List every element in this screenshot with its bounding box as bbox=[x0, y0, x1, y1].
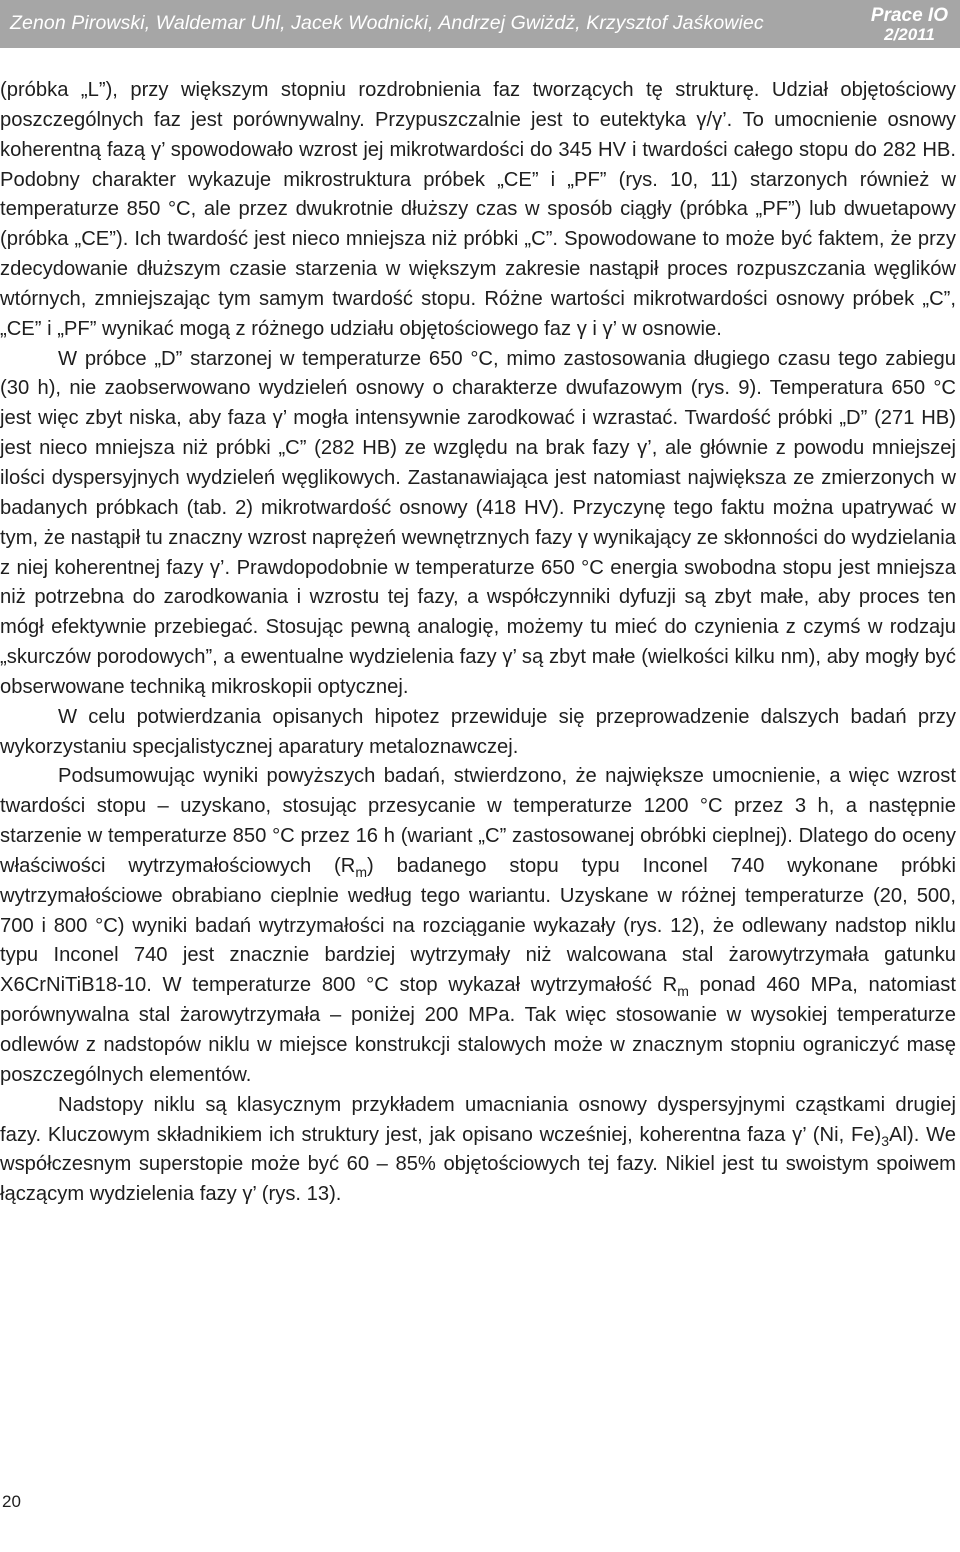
paragraph-1: (próbka „L”), przy większym stopniu rozdrobnienia faz tworzących tę strukturę. Udział objętościowy poszczególnych faz jest porównywalny. Przypuszczalnie jest to eutektyka γ/γ’. To umocnienie osnowy koherentną fazą γ’ spowodowało wzrost jej mikrotwardości do 345 HV i twardości całego stopu do 282 HB. Podobny charakter wykazuje mikrostruktura próbek „CE” i „PF” (rys. 10, 11) starzonych również w temperaturze 850 °C, ale przez dwukrotnie dłuższy czas w sposób ciągły (próbka „PF”) lub dwuetapowy (próbka „CE”). Ich twardość jest nieco mniejsza niż próbki „C”. Spowodowane to może być faktem, że przy zdecydowanie dłuższym czasie starzenia w większym zakresie nastąpił proces rozpuszczania węglików wtórnych, zmniejszając tym samym twardość stopu. Różne wartości mikrotwardości osnowy próbek „C”, „CE” i „PF” wynikać mogą z różnego udziału objętościowego faz γ i γ’ w osnowie. bbox=[0, 79, 956, 340]
paragraph-4 bbox=[0, 762, 956, 1090]
paragraph-2: W próbce „D” starzonej w temperaturze 650 °C, mimo zastosowania długiego czasu tego zabiegu (30 h), nie zaobserwowano wydzieleń osnowy o charakterze dwufazowym (rys. 9). Temperatura 650 °C jest więc zbyt niska, aby faza γ’ mogła intensywnie zarodkować i wzrastać. Twardość próbki „D” (271 HB) jest nieco mniejsza niż próbki „C” (282 HB) ze względu na brak fazy γ’, ale głównie z powodu mniejszej ilości dyspersyjnych wydzieleń węglikowych. Zastanawiająca jest natomiast największa ze zmierzonych w badanych próbkach (tab. 2) mikrotwardość osnowy (418 HV). Przyczynę tego faktu można upatrywać w tym, że nastąpił tu znaczny wzrost naprężeń wewnętrznych fazy γ wynikający ze skłonności do wydzielania z niej koherentnej fazy γ’. Prawdopodobnie w temperaturze 650 °C energia swobodna stopu jest mniejsza niż potrzebna do zarodkowania i wzrostu tej fazy, a współczynniki dyfuzji są zbyt małe, aby proces ten mógł efektywnie przebiegać. Stosując pewną analogię, możemy tu mieć do czynienia z czymś w rodzaju „skurczów porodowych”, a ewentualne wydzielenia fazy γ’ są zbyt małe (wielkości kilku nm), aby mogły być obserwowane techniką mikroskopii optycznej. bbox=[0, 347, 956, 698]
paragraph-3: W celu potwierdzania opisanych hipotez przewiduje się przeprowadzenie dalszych badań przy wykorzystaniu specjalistycznej aparatury metaloznawczej. bbox=[0, 705, 956, 758]
subscript-3: 3 bbox=[881, 1132, 890, 1149]
journal-issue: 2/2011 bbox=[884, 25, 935, 44]
subscript-m-2: m bbox=[677, 983, 689, 1000]
journal-name: Prace IO bbox=[870, 5, 948, 26]
paragraph-4-part-c: ponad 460 MPa, natomiast porównywalna stal żarowytrzymała – poniżej 200 MPa. Tak więc stosowanie w wysokiej temperaturze odlewów z nadstopów niklu w miejsce konstrukcji stalowych może w znacznym stopniu ograniczyć masę poszczególnych elementów. bbox=[0, 974, 956, 1086]
paragraph-5-part-b: Al). We współczesnym superstopie może być 60 – 85% objętościowych tej fazy. Nikiel jest tu swoistym spoiwem łączącym wydzielenia fazy γ’ (rys. 13). bbox=[0, 1123, 956, 1206]
subscript-m-1: m bbox=[355, 863, 368, 880]
article-body bbox=[0, 76, 956, 1210]
paragraph-4-part-a: Podsumowując wyniki powyższych badań, stwierdzono, że największe umocnienie, a więc wzrost twardości stopu – uzyskano, stosując przesycanie w temperaturze 1200 °C przez 3 h, a następnie starzenie w temperaturze 850 °C przez 16 h (wariant „C” zastosowanej obróbki cieplnej). Dlatego do oceny właściwości wytrzymałościowych (R bbox=[0, 765, 956, 877]
page-header bbox=[0, 0, 960, 48]
paragraph-5-part-a: Nadstopy niklu są klasycznym przykładem umacniania osnowy dyspersyjnymi cząstkami drugiej fazy. Kluczowym składnikiem ich struktury jest, jak opisano wcześniej, koherentna faza γ’ (Ni, Fe) bbox=[0, 1093, 956, 1146]
paragraph-4-part-b: ) badanego stopu typu Inconel 740 wykonane próbki wytrzymałościowe obrabiano cieplnie według tego wariantu. Uzyskane w różnej temperaturze (20, 500, 700 i 800 °C) wyniki badań wytrzymałości na rozciąganie wykazały (rys. 12), że odlewany nadstop niklu typu Inconel 740 jest znacznie bardziej wytrzymały niż walcowana stal żarowytrzymała gatunku X6CrNiTiB18-10. W temperaturze 800 °C stop wykazał wytrzymałość R bbox=[0, 854, 956, 997]
page-number: 20 bbox=[2, 1492, 21, 1511]
paragraph-5 bbox=[0, 1091, 956, 1210]
header-authors: Zenon Pirowski, Waldemar Uhl, Jacek Wodnicki, Andrzej Gwiżdż, Krzysztof Jaśkowiec bbox=[10, 12, 764, 34]
header-journal-block bbox=[871, 6, 948, 44]
